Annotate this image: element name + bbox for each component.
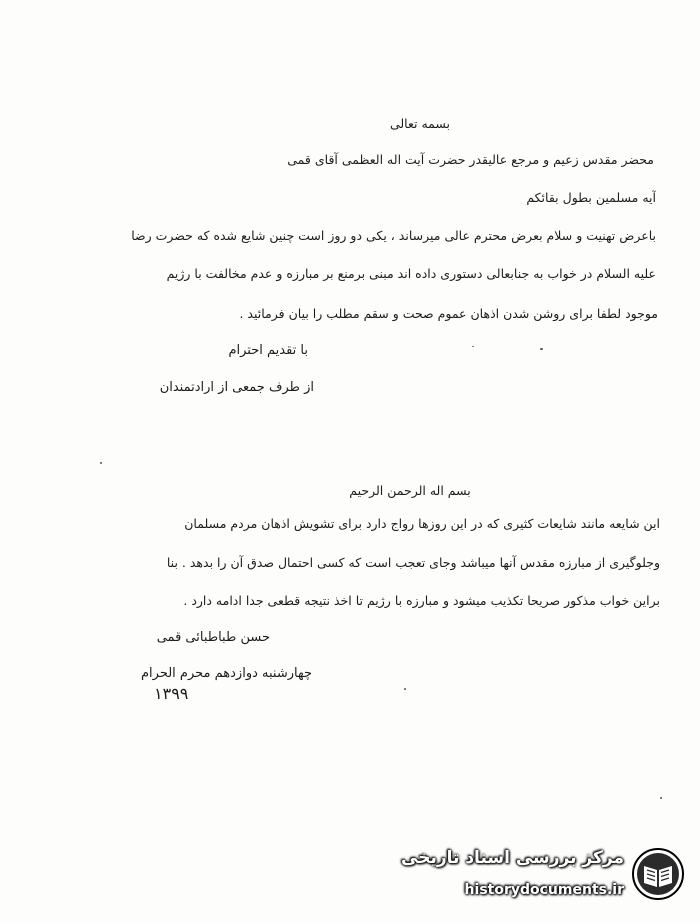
letter-body-line: باعرض تهنیت و سلام بعرض محترم عالی میرساند ، یکی دو روز است چنین شایع شده که حضرت رضا (131, 228, 656, 243)
scan-speck (540, 348, 543, 350)
scan-speck (660, 797, 662, 799)
watermark-url: historydocuments.ir (464, 882, 624, 898)
book-emblem-icon (630, 846, 686, 902)
letter-salutation: آیه مسلمین بطول بقائکم (526, 190, 656, 205)
reply-body-line: براین خواب مذکور صریحا تکذیب میشود و مبارزه با رژیم تا اخذ نتیجه قطعی جدا ادامه دارد . (183, 593, 660, 608)
reply-body-line: این شایعه مانند شایعات کثیری که در این روزها رواج دارد برای تشویش اذهان مردم مسلمان (184, 516, 660, 531)
watermark-title: مرکز بررسی اسناد تاریخی (401, 848, 624, 868)
letter-body-line: موجود لطفا برای روشن شدن اذهان عموم صحت و سقم مطلب را بیان فرمائید . (239, 306, 658, 321)
reply-date: چهارشنبه دوازدهم محرم الحرام (141, 666, 312, 681)
scan-speck (100, 462, 102, 464)
scan-speck (404, 688, 406, 690)
reply-signature: حسن طباطبائی قمی (156, 630, 270, 645)
letter-heading: بسمه تعالی (389, 116, 451, 131)
reply-year: ۱۳۹۹ (154, 684, 189, 703)
reply-body-line: وجلوگیری از مبارزه مقدس آنها میباشد وجای تعجب است که کسی احتمال صدق آن را بدهد . بنا (166, 555, 660, 570)
letter-signature: از طرف جمعی از ارادتمندان (159, 380, 314, 395)
scan-speck (472, 346, 474, 347)
archive-watermark (401, 842, 690, 916)
letter-closing: با تقدیم احترام (228, 343, 308, 358)
reply-heading: بسم اله الرحمن الرحیم (349, 483, 471, 498)
letter-address: محضر مقدس زعیم و مرجع عالیقدر حضرت آیت اله العظمی آقای قمی (287, 152, 654, 167)
letter-body-line: علیه السلام در خواب به جنابعالی دستوری داده اند مبنی برمنع بر مبارزه و عدم مخالفت با رژیم (166, 266, 656, 281)
